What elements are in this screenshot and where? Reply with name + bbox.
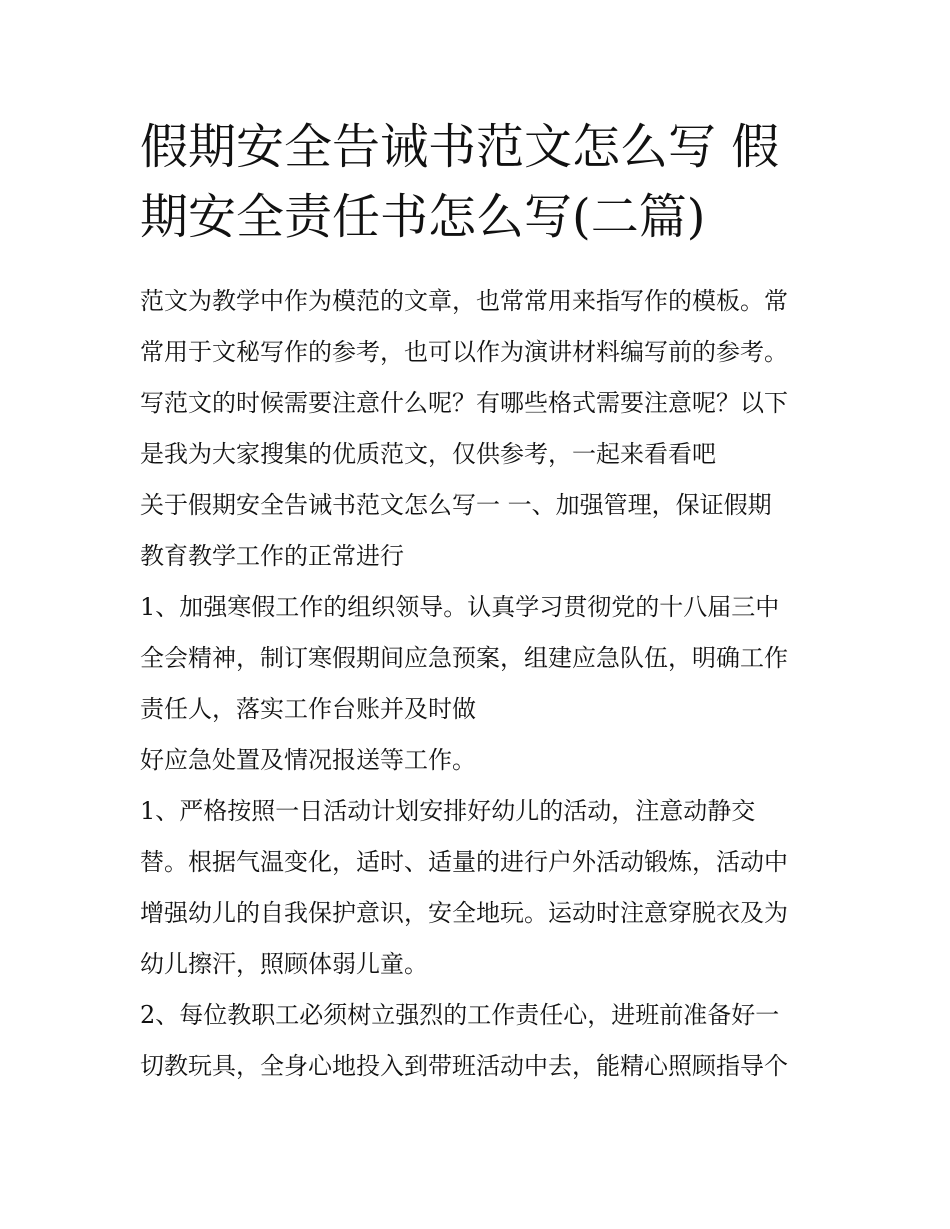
body-line: 责任人，落实工作台账并及时做 [140, 695, 476, 723]
body-line: 替。根据气温变化，适时、适量的进行户外活动锻炼，活动中 [140, 848, 788, 876]
body-line: 增强幼儿的自我保护意识，安全地玩。运动时注意穿脱衣及为 [140, 899, 788, 927]
body-line: 写范文的时候需要注意什么呢？有哪些格式需要注意呢？以下 [140, 389, 788, 417]
body-line: 1、加强寒假工作的组织领导。认真学习贯彻党的十八届三中 [140, 593, 780, 621]
body-line: 1、严格按照一日活动计划安排好幼儿的活动，注意动静交 [140, 797, 756, 825]
body-line: 教育教学工作的正常进行 [140, 542, 404, 570]
title-line: 假期安全告诫书范文怎么写 假 [140, 119, 780, 175]
body-line: 好应急处置及情况报送等工作。 [140, 746, 476, 774]
document-title [140, 112, 820, 252]
title-line: 期安全责任书怎么写(二篇) [140, 189, 706, 245]
body-line: 幼儿擦汗，照顾体弱儿童。 [140, 950, 428, 978]
document-body [140, 280, 820, 1096]
body-line: 范文为教学中作为模范的文章，也常常用来指写作的模板。常 [140, 287, 788, 315]
body-line: 2、每位教职工必须树立强烈的工作责任心，进班前准备好一 [140, 1001, 780, 1029]
body-line: 是我为大家搜集的优质范文，仅供参考，一起来看看吧 [140, 440, 716, 468]
body-line: 全会精神，制订寒假期间应急预案，组建应急队伍，明确工作 [140, 644, 788, 672]
body-line: 常用于文秘写作的参考，也可以作为演讲材料编写前的参考。 [140, 338, 788, 366]
body-line: 关于假期安全告诫书范文怎么写一 一、加强管理，保证假期 [140, 491, 772, 519]
body-line: 切教玩具，全身心地投入到带班活动中去，能精心照顾指导个 [140, 1052, 788, 1080]
